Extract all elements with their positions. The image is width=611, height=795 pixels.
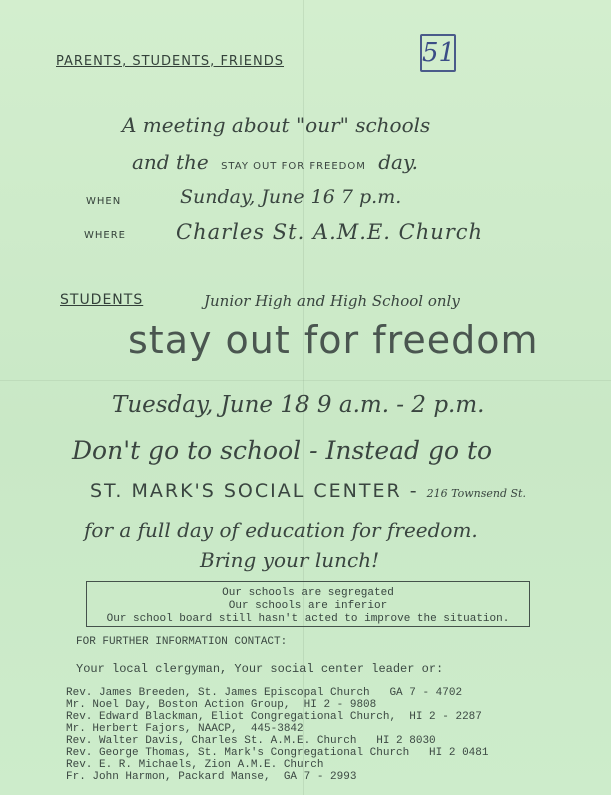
meeting-line-2-pre: and the	[132, 150, 209, 174]
students-label: STUDENTS	[60, 292, 144, 308]
handwritten-page-number: 51	[420, 34, 456, 72]
contact-item: Rev. Walter Davis, Charles St. A.M.E. Church HI 2 8030	[66, 735, 436, 747]
contact-item: Fr. John Harmon, Packard Manse, GA 7 - 2993	[66, 771, 357, 783]
notice-line-1: Our schools are segregated	[222, 587, 394, 599]
event-date-line: Tuesday, June 18 9 a.m. - 2 p.m.	[112, 392, 485, 418]
notice-line-2: Our schools are inferior	[228, 600, 388, 612]
contact-subheading: Your local clergyman, Your social center leader or:	[76, 662, 444, 676]
notice-box	[86, 581, 530, 627]
meeting-line-2-post: day.	[378, 150, 418, 174]
meeting-line-2-caps: STAY OUT FOR FREEDOM	[221, 161, 366, 172]
when-value: Sunday, June 16 7 p.m.	[180, 186, 402, 208]
contact-item: Mr. Herbert Fajors, NAACP, 445-3842	[66, 723, 304, 735]
contact-item: Mr. Noel Day, Boston Action Group, HI 2 - 9808	[66, 699, 377, 711]
social-center-name: ST. MARK'S SOCIAL CENTER -	[90, 480, 419, 502]
contact-item: Rev. George Thomas, St. Mark's Congregational Church HI 2 0481	[66, 747, 489, 759]
social-center-address: 216 Townsend St.	[426, 487, 526, 500]
students-note: Junior High and High School only	[204, 292, 460, 310]
meeting-line-1: A meeting about "our" schools	[122, 113, 431, 137]
full-day-line: for a full day of education for freedom.	[84, 518, 478, 542]
contact-list	[66, 687, 488, 783]
contact-item: Rev. Edward Blackman, Eliot Congregational Church, HI 2 - 2287	[66, 711, 482, 723]
notice-line-3: Our school board still hasn't acted to improve the situation.	[106, 613, 510, 625]
where-label: WHERE	[84, 230, 126, 241]
when-label: WHEN	[86, 196, 122, 207]
slogan-heading: stay out for freedom	[128, 318, 539, 362]
contact-item: Rev. James Breeden, St. James Episcopal Church GA 7 - 4702	[66, 687, 463, 699]
contact-item: Rev. E. R. Michaels, Zion A.M.E. Church	[66, 759, 324, 771]
where-value: Charles St. A.M.E. Church	[176, 220, 484, 244]
contact-heading: FOR FURTHER INFORMATION CONTACT:	[76, 636, 288, 648]
instruction-line: Don't go to school - Instead go to	[72, 436, 493, 465]
bring-lunch-line: Bring your lunch!	[200, 548, 380, 572]
paper-fold-horizontal	[0, 380, 611, 381]
header-title-text: PARENTS, STUDENTS, FRIENDS	[56, 54, 284, 69]
social-center-line	[90, 480, 526, 502]
meeting-line-2	[132, 150, 418, 174]
header-title	[56, 54, 284, 69]
